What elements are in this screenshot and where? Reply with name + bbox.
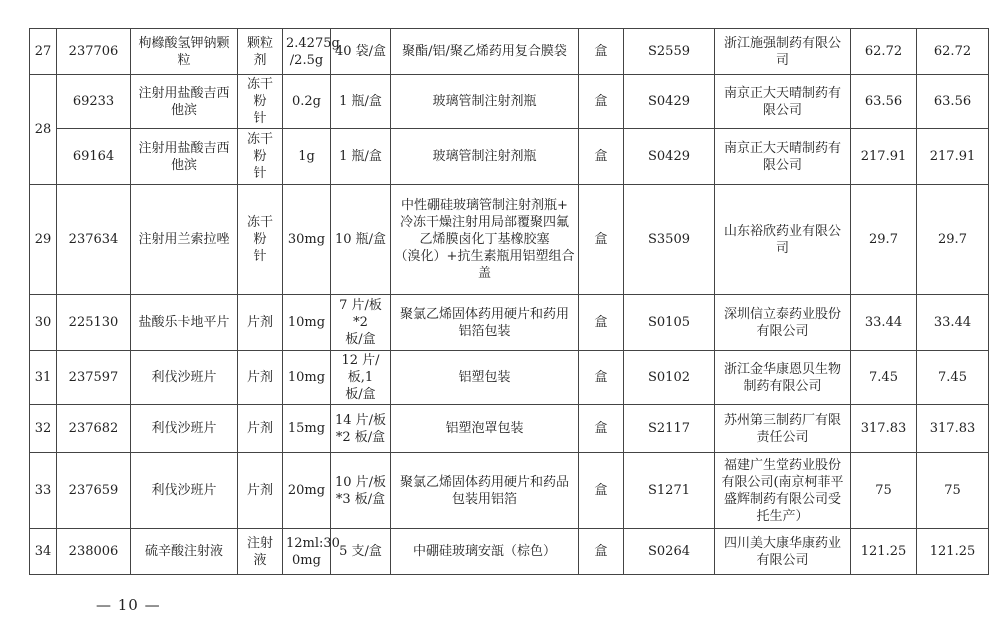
packaging-material: 玻璃管制注射剂瓶 <box>391 129 579 185</box>
dosage-form: 片剂 <box>238 295 283 351</box>
specification: 30mg <box>283 185 331 295</box>
packaging-material: 铝塑包装 <box>391 351 579 405</box>
price: 29.7 <box>851 185 917 295</box>
registration-code: S0264 <box>624 529 715 575</box>
row-number: 28 <box>30 75 57 185</box>
price: 121.25 <box>851 529 917 575</box>
unit: 盒 <box>579 295 624 351</box>
registration-code: S0102 <box>624 351 715 405</box>
registration-code: S2117 <box>624 405 715 453</box>
drug-code: 237597 <box>57 351 131 405</box>
price-limit: 62.72 <box>917 29 989 75</box>
unit: 盒 <box>579 453 624 529</box>
drug-name: 硫辛酸注射液 <box>131 529 238 575</box>
table-row <box>30 129 989 185</box>
table-row <box>30 29 989 75</box>
row-number: 31 <box>30 351 57 405</box>
unit: 盒 <box>579 75 624 129</box>
company: 苏州第三制药厂有限 责任公司 <box>715 405 851 453</box>
packaging: 7 片/板*2 板/盒 <box>331 295 391 351</box>
registration-code: S0429 <box>624 129 715 185</box>
specification: 1g <box>283 129 331 185</box>
price-limit: 317.83 <box>917 405 989 453</box>
drug-name: 盐酸乐卡地平片 <box>131 295 238 351</box>
dosage-form: 冻干粉 针 <box>238 129 283 185</box>
packaging-material: 玻璃管制注射剂瓶 <box>391 75 579 129</box>
packaging-material: 聚氯乙烯固体药用硬片和药用 铝箔包装 <box>391 295 579 351</box>
company: 浙江施强制药有限公 司 <box>715 29 851 75</box>
price-limit: 217.91 <box>917 129 989 185</box>
table-row <box>30 529 989 575</box>
packaging: 1 瓶/盒 <box>331 129 391 185</box>
packaging-material: 聚氯乙烯固体药用硬片和药品 包装用铝箔 <box>391 453 579 529</box>
dosage-form: 片剂 <box>238 405 283 453</box>
company: 福建广生堂药业股份 有限公司(南京柯菲平 盛辉制药有限公司受 托生产） <box>715 453 851 529</box>
dosage-form: 冻干粉 针 <box>238 185 283 295</box>
drug-name: 枸橼酸氢钾钠颗 粒 <box>131 29 238 75</box>
registration-code: S0105 <box>624 295 715 351</box>
row-number: 29 <box>30 185 57 295</box>
row-number: 34 <box>30 529 57 575</box>
table-body <box>30 29 989 575</box>
dosage-form: 注射液 <box>238 529 283 575</box>
packaging-material: 铝塑泡罩包装 <box>391 405 579 453</box>
packaging: 5 支/盒 <box>331 529 391 575</box>
price-limit: 63.56 <box>917 75 989 129</box>
dosage-form: 冻干粉 针 <box>238 75 283 129</box>
specification: 15mg <box>283 405 331 453</box>
drug-name: 注射用盐酸吉西 他滨 <box>131 75 238 129</box>
price: 75 <box>851 453 917 529</box>
price-limit: 121.25 <box>917 529 989 575</box>
registration-code: S1271 <box>624 453 715 529</box>
company: 南京正大天晴制药有 限公司 <box>715 75 851 129</box>
packaging-material: 中性硼硅玻璃管制注射剂瓶+ 冷冻干燥注射用局部覆聚四氟 乙烯膜卤化丁基橡胶塞 （溴化）+抗生素瓶用铝塑组合 盖 <box>391 185 579 295</box>
price: 217.91 <box>851 129 917 185</box>
company: 浙江金华康恩贝生物 制药有限公司 <box>715 351 851 405</box>
price-limit: 29.7 <box>917 185 989 295</box>
table-row <box>30 75 989 129</box>
unit: 盒 <box>579 29 624 75</box>
price: 62.72 <box>851 29 917 75</box>
drug-code: 69164 <box>57 129 131 185</box>
drug-code: 237634 <box>57 185 131 295</box>
packaging: 14 片/板 *2 板/盒 <box>331 405 391 453</box>
price-limit: 7.45 <box>917 351 989 405</box>
drug-code: 225130 <box>57 295 131 351</box>
drug-code: 69233 <box>57 75 131 129</box>
specification: 20mg <box>283 453 331 529</box>
drug-name: 利伐沙班片 <box>131 453 238 529</box>
price: 63.56 <box>851 75 917 129</box>
drug-price-table <box>29 28 989 575</box>
unit: 盒 <box>579 529 624 575</box>
company: 深圳信立泰药业股份 有限公司 <box>715 295 851 351</box>
specification: 2.4275g /2.5g <box>283 29 331 75</box>
drug-name: 利伐沙班片 <box>131 351 238 405</box>
specification: 12ml:30 0mg <box>283 529 331 575</box>
packaging: 12 片/板,1 板/盒 <box>331 351 391 405</box>
packaging-material: 聚酯/铝/聚乙烯药用复合膜袋 <box>391 29 579 75</box>
price: 317.83 <box>851 405 917 453</box>
drug-code: 237706 <box>57 29 131 75</box>
dosage-form: 片剂 <box>238 453 283 529</box>
unit: 盒 <box>579 129 624 185</box>
row-number: 30 <box>30 295 57 351</box>
company: 山东裕欣药业有限公 司 <box>715 185 851 295</box>
drug-code: 237682 <box>57 405 131 453</box>
drug-code: 238006 <box>57 529 131 575</box>
registration-code: S3509 <box>624 185 715 295</box>
company: 四川美大康华康药业 有限公司 <box>715 529 851 575</box>
registration-code: S2559 <box>624 29 715 75</box>
company: 南京正大天晴制药有 限公司 <box>715 129 851 185</box>
unit: 盒 <box>579 185 624 295</box>
table-row <box>30 185 989 295</box>
table-row <box>30 405 989 453</box>
price-limit: 33.44 <box>917 295 989 351</box>
registration-code: S0429 <box>624 75 715 129</box>
dosage-form: 片剂 <box>238 351 283 405</box>
drug-code: 237659 <box>57 453 131 529</box>
drug-name: 注射用盐酸吉西 他滨 <box>131 129 238 185</box>
row-number: 32 <box>30 405 57 453</box>
unit: 盒 <box>579 405 624 453</box>
table-row <box>30 453 989 529</box>
price: 7.45 <box>851 351 917 405</box>
row-number: 27 <box>30 29 57 75</box>
drug-name: 利伐沙班片 <box>131 405 238 453</box>
packaging: 10 片/板 *3 板/盒 <box>331 453 391 529</box>
packaging: 10 瓶/盒 <box>331 185 391 295</box>
price: 33.44 <box>851 295 917 351</box>
row-number: 33 <box>30 453 57 529</box>
packaging: 40 袋/盒 <box>331 29 391 75</box>
dosage-form: 颗粒剂 <box>238 29 283 75</box>
page-number: — 10 — <box>96 596 161 614</box>
table-row <box>30 351 989 405</box>
price-limit: 75 <box>917 453 989 529</box>
drug-name: 注射用兰索拉唑 <box>131 185 238 295</box>
specification: 10mg <box>283 351 331 405</box>
specification: 0.2g <box>283 75 331 129</box>
packaging-material: 中硼硅玻璃安瓿（棕色） <box>391 529 579 575</box>
packaging: 1 瓶/盒 <box>331 75 391 129</box>
unit: 盒 <box>579 351 624 405</box>
specification: 10mg <box>283 295 331 351</box>
table-row <box>30 295 989 351</box>
